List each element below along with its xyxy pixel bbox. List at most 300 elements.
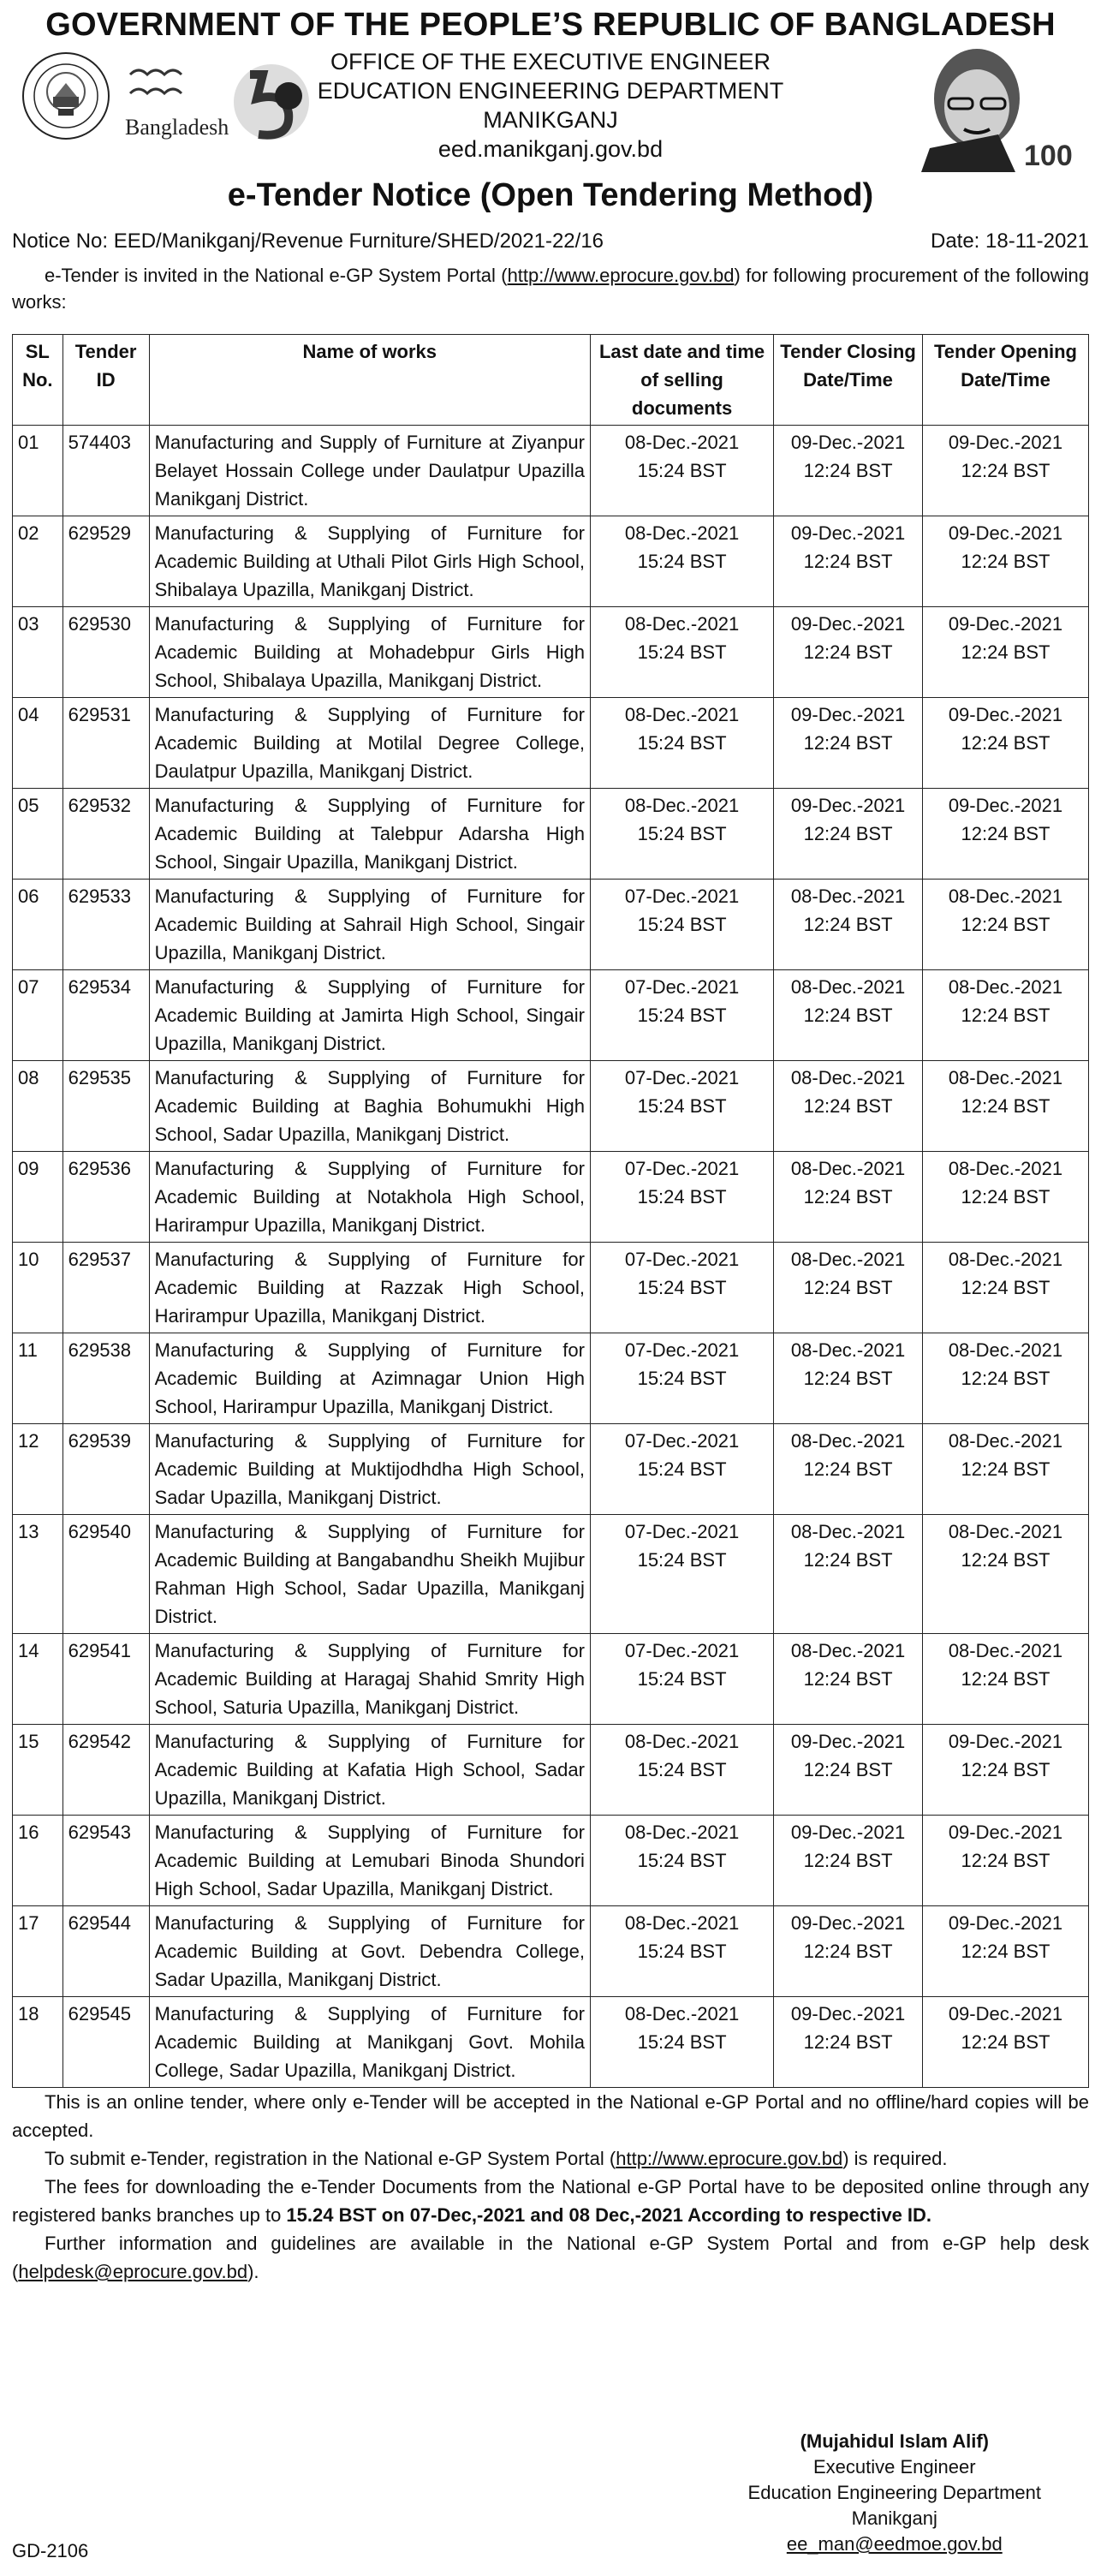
signature-block (748, 2429, 1041, 2557)
row-tender-id-line: 629529 (68, 522, 132, 544)
table-row (13, 1997, 1089, 2088)
row-closing-date (774, 698, 923, 789)
row-sl (13, 1634, 63, 1725)
row-closing-date (774, 1906, 923, 1997)
row-work-name-line: Manufacturing & Supplying of Furniture for Academic Building at Notakhola High School, Harirampur Upazilla, Manikganj District. (154, 1158, 585, 1236)
footer-note-fees (12, 2173, 1089, 2229)
row-closing-date-line: 12:24 BST (803, 1759, 893, 1780)
header-name-of-works: Name of works (149, 335, 590, 426)
row-closing-date-line: 08-Dec.-2021 (790, 1640, 906, 1661)
row-sl (13, 1906, 63, 1997)
row-opening-date (922, 970, 1088, 1061)
row-work-name (149, 789, 590, 880)
row-selling-date (590, 607, 773, 698)
row-tender-id-line: 629537 (68, 1249, 132, 1270)
row-sl-line: 13 (18, 1521, 39, 1542)
notice-meta (12, 230, 1089, 253)
row-tender-id (62, 1906, 149, 1997)
row-opening-date-line: 08-Dec.-2021 (948, 1067, 1063, 1088)
row-closing-date (774, 1424, 923, 1515)
row-opening-date-line: 09-Dec.-2021 (948, 1731, 1063, 1752)
row-sl-line: 16 (18, 1822, 39, 1843)
row-sl-line: 01 (18, 432, 39, 453)
row-work-name-line: Manufacturing & Supplying of Furniture for Academic Building at Govt. Debendra College, Sadar Upazilla, Manikganj District. (154, 1912, 585, 1990)
row-closing-date-line: 09-Dec.-2021 (790, 613, 906, 635)
row-sl-line: 17 (18, 1912, 39, 1934)
row-opening-date (922, 426, 1088, 516)
office-line-2: EDUCATION ENGINEERING DEPARTMENT (317, 78, 784, 104)
row-tender-id-line: 629536 (68, 1158, 132, 1179)
row-selling-date-line: 15:24 BST (637, 2031, 727, 2053)
row-selling-date-line: 15:24 BST (637, 1186, 727, 1208)
row-closing-date-line: 09-Dec.-2021 (790, 795, 906, 816)
row-sl-line: 15 (18, 1731, 39, 1752)
row-opening-date (922, 1725, 1088, 1816)
row-closing-date-line: 12:24 BST (803, 1005, 893, 1026)
table-row (13, 516, 1089, 607)
notice-title: e-Tender Notice (Open Tendering Method) (227, 177, 874, 213)
row-work-name-line: Manufacturing & Supplying of Furniture for Academic Building at Lemubari Binoda Shundori High School, Sadar Upazilla, Manikganj District. (154, 1822, 585, 1899)
footer-fees-prefix: The fees for downloading the e-Tender Documents from the National e-GP Portal have to be deposited online through any registered banks branches up to (12, 2176, 1089, 2226)
row-sl-line: 07 (18, 976, 39, 998)
row-sl (13, 607, 63, 698)
row-selling-date-line: 15:24 BST (637, 460, 727, 481)
row-tender-id-line: 629535 (68, 1067, 132, 1088)
row-selling-date-line: 15:24 BST (637, 551, 727, 572)
row-sl (13, 1333, 63, 1424)
row-closing-date (774, 1061, 923, 1152)
row-closing-date-line: 09-Dec.-2021 (790, 1822, 906, 1843)
row-tender-id (62, 1997, 149, 2088)
row-selling-date-line: 15:24 BST (637, 1668, 727, 1690)
row-opening-date-line: 12:24 BST (961, 1368, 1050, 1389)
row-selling-date (590, 1061, 773, 1152)
row-work-name-line: Manufacturing & Supplying of Furniture for Academic Building at Manikganj Govt. Mohila College, Sadar Upazilla, Manikganj District. (154, 2003, 585, 2081)
row-selling-date (590, 1333, 773, 1424)
row-closing-date-line: 12:24 BST (803, 460, 893, 481)
row-tender-id-line: 629534 (68, 976, 132, 998)
row-tender-id (62, 1333, 149, 1424)
row-tender-id (62, 1816, 149, 1906)
row-work-name-line: Manufacturing & Supplying of Furniture for Academic Building at Muktijodhdha High School, Sadar Upazilla, Manikganj District. (154, 1430, 585, 1508)
row-work-name-line: Manufacturing & Supplying of Furniture for Academic Building at Haragaj Shahid Smrity High School, Saturia Upazilla, Manikganj District. (154, 1640, 585, 1718)
row-opening-date-line: 09-Dec.-2021 (948, 704, 1063, 725)
row-work-name-line: Manufacturing & Supplying of Furniture for Academic Building at Azimnagar Union High School, Harirampur Upazilla, Manikganj District. (154, 1339, 585, 1417)
row-sl-line: 11 (18, 1339, 38, 1361)
row-closing-date-line: 08-Dec.-2021 (790, 1158, 906, 1179)
row-sl-line: 06 (18, 886, 39, 907)
mujib-100-logo-icon (896, 45, 1084, 172)
row-closing-date (774, 1997, 923, 2088)
header-tender-id: Tender ID (62, 335, 149, 426)
row-closing-date (774, 1152, 923, 1243)
row-closing-date-line: 08-Dec.-2021 (790, 1430, 906, 1452)
row-selling-date (590, 970, 773, 1061)
row-work-name-line: Manufacturing & Supplying of Furniture for Academic Building at Jamirta High School, Singair Upazilla, Manikganj District. (154, 976, 585, 1054)
row-work-name (149, 880, 590, 970)
logo-mujib-label: 100 (1024, 140, 1073, 172)
row-selling-date-line: 07-Dec.-2021 (624, 1249, 740, 1270)
row-opening-date-line: 12:24 BST (961, 641, 1050, 663)
table-row (13, 1152, 1089, 1243)
row-sl-line: 14 (18, 1640, 39, 1661)
row-work-name (149, 1816, 590, 1906)
row-opening-date (922, 789, 1088, 880)
row-tender-id-line: 629540 (68, 1521, 132, 1542)
row-closing-date (774, 1515, 923, 1634)
row-closing-date-line: 12:24 BST (803, 551, 893, 572)
row-closing-date (774, 516, 923, 607)
row-opening-date (922, 1333, 1088, 1424)
row-selling-date (590, 516, 773, 607)
row-opening-date-line: 08-Dec.-2021 (948, 976, 1063, 998)
intro-suffix: ) for following procurement of the following works: (12, 265, 1089, 313)
row-work-name (149, 516, 590, 607)
footer-note-online: This is an online tender, where only e-Tender will be accepted in the National e-GP Portal and no offline/hard copies will be accepted. (12, 2091, 1089, 2141)
government-title: GOVERNMENT OF THE PEOPLE’S REPUBLIC OF BANGLADESH (45, 7, 1056, 43)
row-closing-date-line: 12:24 BST (803, 1368, 893, 1389)
row-closing-date (774, 970, 923, 1061)
row-opening-date-line: 08-Dec.-2021 (948, 886, 1063, 907)
row-sl-line: 05 (18, 795, 39, 816)
row-closing-date-line: 12:24 BST (803, 2031, 893, 2053)
row-opening-date-line: 08-Dec.-2021 (948, 1521, 1063, 1542)
row-closing-date-line: 12:24 BST (803, 1458, 893, 1480)
row-tender-id-line: 629541 (68, 1640, 132, 1661)
table-row (13, 970, 1089, 1061)
intro-paragraph (12, 262, 1089, 315)
row-tender-id (62, 426, 149, 516)
table-row (13, 698, 1089, 789)
row-opening-date-line: 12:24 BST (961, 823, 1050, 844)
row-selling-date-line: 15:24 BST (637, 1850, 727, 1871)
row-work-name (149, 1061, 590, 1152)
row-opening-date-line: 12:24 BST (961, 1549, 1050, 1571)
header-closing-date: Tender Closing Date/Time (774, 335, 923, 426)
row-opening-date (922, 607, 1088, 698)
signatory-name: (Mujahidul Islam Alif) (800, 2430, 989, 2452)
row-selling-date-line: 08-Dec.-2021 (624, 704, 740, 725)
row-tender-id (62, 789, 149, 880)
row-closing-date-line: 12:24 BST (803, 914, 893, 935)
row-tender-id-line: 629545 (68, 2003, 132, 2024)
row-selling-date (590, 1152, 773, 1243)
row-tender-id (62, 1243, 149, 1333)
row-selling-date (590, 1906, 773, 1997)
row-work-name-line: Manufacturing & Supplying of Furniture for Academic Building at Motilal Degree College, Daulatpur Upazilla, Manikganj District. (154, 704, 585, 782)
row-work-name-line: Manufacturing & Supplying of Furniture for Academic Building at Baghia Bohumukhi High School, Sadar Upazilla, Manikganj District. (154, 1067, 585, 1145)
row-selling-date (590, 426, 773, 516)
row-opening-date-line: 12:24 BST (961, 460, 1050, 481)
row-work-name (149, 1515, 590, 1634)
row-selling-date-line: 07-Dec.-2021 (624, 1067, 740, 1088)
row-opening-date-line: 12:24 BST (961, 732, 1050, 754)
row-selling-date-line: 07-Dec.-2021 (624, 1339, 740, 1361)
row-closing-date-line: 12:24 BST (803, 1850, 893, 1871)
row-closing-date-line: 09-Dec.-2021 (790, 1912, 906, 1934)
row-opening-date (922, 1243, 1088, 1333)
row-sl (13, 1243, 63, 1333)
row-opening-date-line: 12:24 BST (961, 1668, 1050, 1690)
row-work-name (149, 1906, 590, 1997)
row-selling-date-line: 08-Dec.-2021 (624, 1822, 740, 1843)
row-opening-date-line: 09-Dec.-2021 (948, 1822, 1063, 1843)
row-closing-date-line: 09-Dec.-2021 (790, 2003, 906, 2024)
row-tender-id-line: 629543 (68, 1822, 132, 1843)
office-website: eed.manikganj.gov.bd (437, 136, 664, 162)
row-opening-date-line: 08-Dec.-2021 (948, 1158, 1063, 1179)
eprocure-link[interactable]: http://www.eprocure.gov.bd (507, 265, 735, 286)
row-selling-date-line: 08-Dec.-2021 (624, 432, 740, 453)
row-selling-date-line: 15:24 BST (637, 1458, 727, 1480)
row-opening-date (922, 1061, 1088, 1152)
row-work-name-line: Manufacturing & Supplying of Furniture for Academic Building at Kafatia High School, Sadar Upazilla, Manikganj District. (154, 1731, 585, 1809)
row-opening-date-line: 12:24 BST (961, 2031, 1050, 2053)
row-sl-line: 09 (18, 1158, 39, 1179)
row-work-name-line: Manufacturing & Supplying of Furniture for Academic Building at Mohadebpur Girls High School, Shibalaya Upazilla, Manikganj District. (154, 613, 585, 691)
row-opening-date (922, 516, 1088, 607)
row-sl (13, 516, 63, 607)
row-closing-date-line: 09-Dec.-2021 (790, 1731, 906, 1752)
row-selling-date-line: 07-Dec.-2021 (624, 886, 740, 907)
row-work-name (149, 607, 590, 698)
row-tender-id (62, 1725, 149, 1816)
row-sl-line: 08 (18, 1067, 39, 1088)
row-closing-date-line: 12:24 BST (803, 823, 893, 844)
row-closing-date (774, 880, 923, 970)
row-selling-date-line: 07-Dec.-2021 (624, 1640, 740, 1661)
row-selling-date (590, 1424, 773, 1515)
row-opening-date (922, 698, 1088, 789)
row-opening-date (922, 1152, 1088, 1243)
row-opening-date-line: 08-Dec.-2021 (948, 1339, 1063, 1361)
row-tender-id-line: 629538 (68, 1339, 132, 1361)
row-work-name (149, 426, 590, 516)
row-sl (13, 1725, 63, 1816)
helpdesk-email-link[interactable]: helpdesk@eprocure.gov.bd (18, 2261, 248, 2282)
row-closing-date (774, 789, 923, 880)
row-tender-id-line: 629542 (68, 1731, 132, 1752)
row-work-name-line: Manufacturing & Supplying of Furniture for Academic Building at Talebpur Adarsha High School, Singair Upazilla, Manikganj District. (154, 795, 585, 873)
row-selling-date (590, 1725, 773, 1816)
row-opening-date-line: 12:24 BST (961, 551, 1050, 572)
row-closing-date-line: 12:24 BST (803, 1277, 893, 1298)
row-work-name-line: Manufacturing & Supplying of Furniture for Academic Building at Bangabandhu Sheikh Mujibur Rahman High School, Sadar Upazilla, Manikganj District. (154, 1521, 585, 1627)
row-closing-date-line: 08-Dec.-2021 (790, 1339, 906, 1361)
row-sl-line: 02 (18, 522, 39, 544)
row-opening-date-line: 08-Dec.-2021 (948, 1249, 1063, 1270)
table-row (13, 789, 1089, 880)
row-opening-date-line: 09-Dec.-2021 (948, 1912, 1063, 1934)
row-closing-date-line: 09-Dec.-2021 (790, 522, 906, 544)
row-tender-id-line: 629532 (68, 795, 132, 816)
table-row (13, 1906, 1089, 1997)
footer-reg-prefix: To submit e-Tender, registration in the National e-GP System Portal ( (45, 2148, 616, 2169)
row-selling-date (590, 1997, 773, 2088)
row-opening-date-line: 09-Dec.-2021 (948, 432, 1063, 453)
row-tender-id (62, 1515, 149, 1634)
row-selling-date-line: 07-Dec.-2021 (624, 976, 740, 998)
row-opening-date-line: 12:24 BST (961, 1005, 1050, 1026)
row-sl-line: 10 (18, 1249, 39, 1270)
row-opening-date-line: 09-Dec.-2021 (948, 522, 1063, 544)
row-tender-id (62, 880, 149, 970)
row-opening-date-line: 08-Dec.-2021 (948, 1430, 1063, 1452)
signatory-designation: Executive Engineer (812, 2456, 976, 2478)
header-selling-date: Last date and time of selling documents (590, 335, 773, 426)
row-opening-date-line: 09-Dec.-2021 (948, 2003, 1063, 2024)
row-selling-date-line: 07-Dec.-2021 (624, 1430, 740, 1452)
row-selling-date-line: 08-Dec.-2021 (624, 522, 740, 544)
signatory-email-link[interactable]: ee_man@eedmoe.gov.bd (786, 2533, 1003, 2555)
row-selling-date-line: 15:24 BST (637, 732, 727, 754)
row-work-name-line: Manufacturing & Supplying of Furniture for Academic Building at Sahrail High School, Singair Upazilla, Manikganj District. (154, 886, 585, 963)
row-work-name (149, 698, 590, 789)
row-selling-date-line: 07-Dec.-2021 (624, 1158, 740, 1179)
row-tender-id-line: 629539 (68, 1430, 132, 1452)
row-selling-date-line: 08-Dec.-2021 (624, 1912, 740, 1934)
row-closing-date (774, 1333, 923, 1424)
footer-help-prefix: Further information and guidelines are available in the National e-GP System Portal and from e-GP help desk ( (12, 2233, 1089, 2282)
notice-number: Notice No: EED/Manikganj/Revenue Furniture/SHED/2021-22/16 (12, 230, 604, 253)
tender-notice-page (0, 7, 1101, 2576)
header-sl: SL No. (13, 335, 63, 426)
row-closing-date-line: 09-Dec.-2021 (790, 432, 906, 453)
row-closing-date-line: 08-Dec.-2021 (790, 1067, 906, 1088)
row-sl (13, 789, 63, 880)
row-selling-date-line: 15:24 BST (637, 1277, 727, 1298)
office-line-3: MANIKGANJ (483, 107, 618, 133)
row-tender-id-line: 629530 (68, 613, 132, 635)
row-closing-date (774, 607, 923, 698)
row-closing-date-line: 08-Dec.-2021 (790, 976, 906, 998)
row-opening-date-line: 12:24 BST (961, 1458, 1050, 1480)
row-selling-date-line: 15:24 BST (637, 1941, 727, 1962)
table-row (13, 1061, 1089, 1152)
row-opening-date-line: 12:24 BST (961, 1941, 1050, 1962)
row-selling-date-line: 15:24 BST (637, 1549, 727, 1571)
row-tender-id (62, 1152, 149, 1243)
row-selling-date (590, 1816, 773, 1906)
row-selling-date (590, 698, 773, 789)
row-sl (13, 970, 63, 1061)
row-tender-id (62, 1424, 149, 1515)
office-line-1: OFFICE OF THE EXECUTIVE ENGINEER (330, 49, 771, 75)
row-tender-id-line: 629533 (68, 886, 132, 907)
row-tender-id (62, 1061, 149, 1152)
row-opening-date-line: 12:24 BST (961, 1850, 1050, 1871)
row-selling-date-line: 08-Dec.-2021 (624, 2003, 740, 2024)
footer-note-registration (12, 2144, 1089, 2173)
row-closing-date-line: 12:24 BST (803, 1095, 893, 1117)
row-sl (13, 426, 63, 516)
table-row (13, 607, 1089, 698)
row-selling-date-line: 15:24 BST (637, 914, 727, 935)
row-work-name (149, 1634, 590, 1725)
row-work-name-line: Manufacturing & Supplying of Furniture for Academic Building at Uthali Pilot Girls High School, Shibalaya Upazilla, Manikganj District. (154, 522, 585, 600)
row-opening-date-line: 09-Dec.-2021 (948, 795, 1063, 816)
table-row (13, 1515, 1089, 1634)
row-opening-date (922, 1424, 1088, 1515)
row-closing-date-line: 08-Dec.-2021 (790, 1521, 906, 1542)
notice-date: Date: 18-11-2021 (930, 230, 1089, 253)
row-closing-date (774, 426, 923, 516)
table-row (13, 1634, 1089, 1725)
row-sl-line: 04 (18, 704, 39, 725)
row-closing-date (774, 1816, 923, 1906)
row-work-name (149, 1243, 590, 1333)
table-row (13, 1725, 1089, 1816)
row-selling-date-line: 15:24 BST (637, 1095, 727, 1117)
row-closing-date-line: 12:24 BST (803, 1941, 893, 1962)
row-tender-id-line: 629531 (68, 704, 132, 725)
row-tender-id (62, 970, 149, 1061)
row-work-name (149, 1333, 590, 1424)
row-closing-date-line: 08-Dec.-2021 (790, 1249, 906, 1270)
row-sl (13, 1424, 63, 1515)
row-opening-date (922, 1515, 1088, 1634)
row-tender-id (62, 698, 149, 789)
row-work-name (149, 1997, 590, 2088)
row-sl (13, 1152, 63, 1243)
registration-link[interactable]: http://www.eprocure.gov.bd (616, 2148, 843, 2169)
row-sl (13, 1515, 63, 1634)
footer-note-helpdesk (12, 2229, 1089, 2286)
row-opening-date-line: 12:24 BST (961, 1186, 1050, 1208)
intro-prefix: e-Tender is invited in the National e-GP System Portal ( (45, 265, 508, 286)
row-sl-line: 03 (18, 613, 39, 635)
row-closing-date-line: 12:24 BST (803, 732, 893, 754)
header-row (12, 44, 1089, 172)
row-work-name (149, 970, 590, 1061)
footer-help-suffix: ). (247, 2261, 259, 2282)
row-closing-date (774, 1725, 923, 1816)
row-closing-date-line: 09-Dec.-2021 (790, 704, 906, 725)
row-selling-date-line: 08-Dec.-2021 (624, 795, 740, 816)
row-sl (13, 1061, 63, 1152)
row-work-name (149, 1424, 590, 1515)
row-selling-date (590, 1634, 773, 1725)
row-sl-line: 18 (18, 2003, 39, 2024)
row-opening-date-line: 12:24 BST (961, 914, 1050, 935)
row-selling-date-line: 08-Dec.-2021 (624, 613, 740, 635)
row-tender-id-line: 629544 (68, 1912, 132, 1934)
row-opening-date-line: 12:24 BST (961, 1759, 1050, 1780)
row-opening-date (922, 880, 1088, 970)
logo-b50-label: Bangladesh (125, 115, 229, 140)
row-closing-date-line: 12:24 BST (803, 1549, 893, 1571)
row-closing-date (774, 1634, 923, 1725)
tender-table (12, 334, 1089, 2088)
row-selling-date-line: 15:24 BST (637, 641, 727, 663)
row-sl (13, 880, 63, 970)
row-selling-date (590, 1515, 773, 1634)
row-closing-date-line: 12:24 BST (803, 641, 893, 663)
footer-reg-suffix: ) is required. (842, 2148, 948, 2169)
table-row (13, 880, 1089, 970)
row-sl (13, 698, 63, 789)
row-work-name (149, 1152, 590, 1243)
row-work-name-line: Manufacturing & Supplying of Furniture for Academic Building at Razzak High School, Harirampur Upazilla, Manikganj District. (154, 1249, 585, 1327)
table-row (13, 1243, 1089, 1333)
row-opening-date-line: 12:24 BST (961, 1095, 1050, 1117)
row-sl-line: 12 (18, 1430, 39, 1452)
row-sl (13, 1997, 63, 2088)
row-work-name-line: Manufacturing and Supply of Furniture at Ziyanpur Belayet Hossain College under Daulatpur Upazilla Manikganj District. (154, 432, 585, 510)
row-selling-date-line: 15:24 BST (637, 1005, 727, 1026)
row-tender-id-line: 574403 (68, 432, 132, 453)
row-opening-date-line: 12:24 BST (961, 1277, 1050, 1298)
